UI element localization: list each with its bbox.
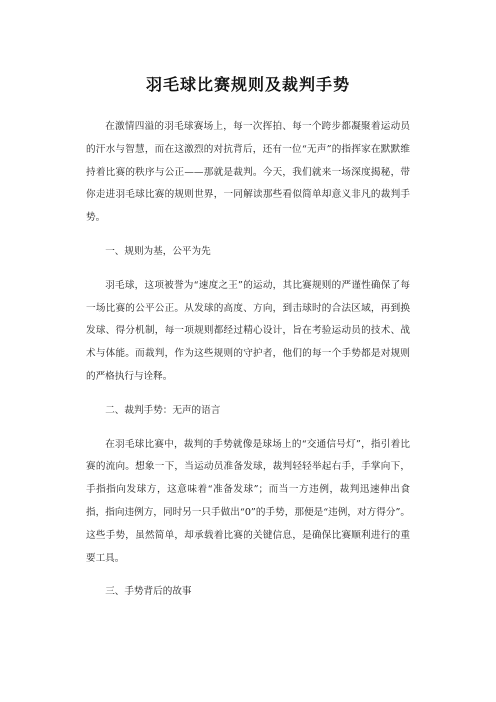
section-heading-1: 一、规则为基，公平为先 — [105, 245, 211, 257]
section-body-2: 在羽毛球比赛中，裁判的手势就像是球场上的“交通信号灯”，指引着比赛的流向。想象一下，当运动员准备发球，裁判轻轻举起右手，手掌向下，手指指向发球方，这意味着“准备发球”；而当一方违例，裁判迅速伸出食指，指向违例方，同时另一只手做出“0”的手势，那便是“违例，对方得分”。这些手势，虽然简单，却承载着比赛的关键信息，是确保比赛顺利进行的重要工具。 — [86, 438, 410, 564]
intro-paragraph: 在激情四溢的羽毛球赛场上，每一次挥拍、每一个跨步都凝聚着运动员的汗水与智慧，而在这激烈的对抗背后，还有一位“无声”的指挥家在默默维持着比赛的秩序与公正——那就是裁判。今天，我们就来一场深度揭秘，带你走进羽毛球比赛的规则世界，一同解读那些看似简单却意义非凡的裁判手势。 — [86, 121, 410, 224]
section-heading-3: 三、手势背后的故事 — [105, 586, 192, 598]
section-heading-2: 二、裁判手势：无声的语言 — [105, 404, 221, 416]
document-title: 羽毛球比赛规则及裁判手势 — [145, 75, 350, 94]
section-body-1: 羽毛球，这项被誉为“速度之王”的运动，其比赛规则的严谨性确保了每一场比赛的公平公正。从发球的高度、方向，到击球时的合法区域，再到换发球、得分机制，每一项规则都经过精心设计，旨在考验运动员的技术、战术与体能。而裁判，作为这些规则的守护者，他们的每一个手势都是对规则的严格执行与诠释。 — [86, 279, 410, 382]
